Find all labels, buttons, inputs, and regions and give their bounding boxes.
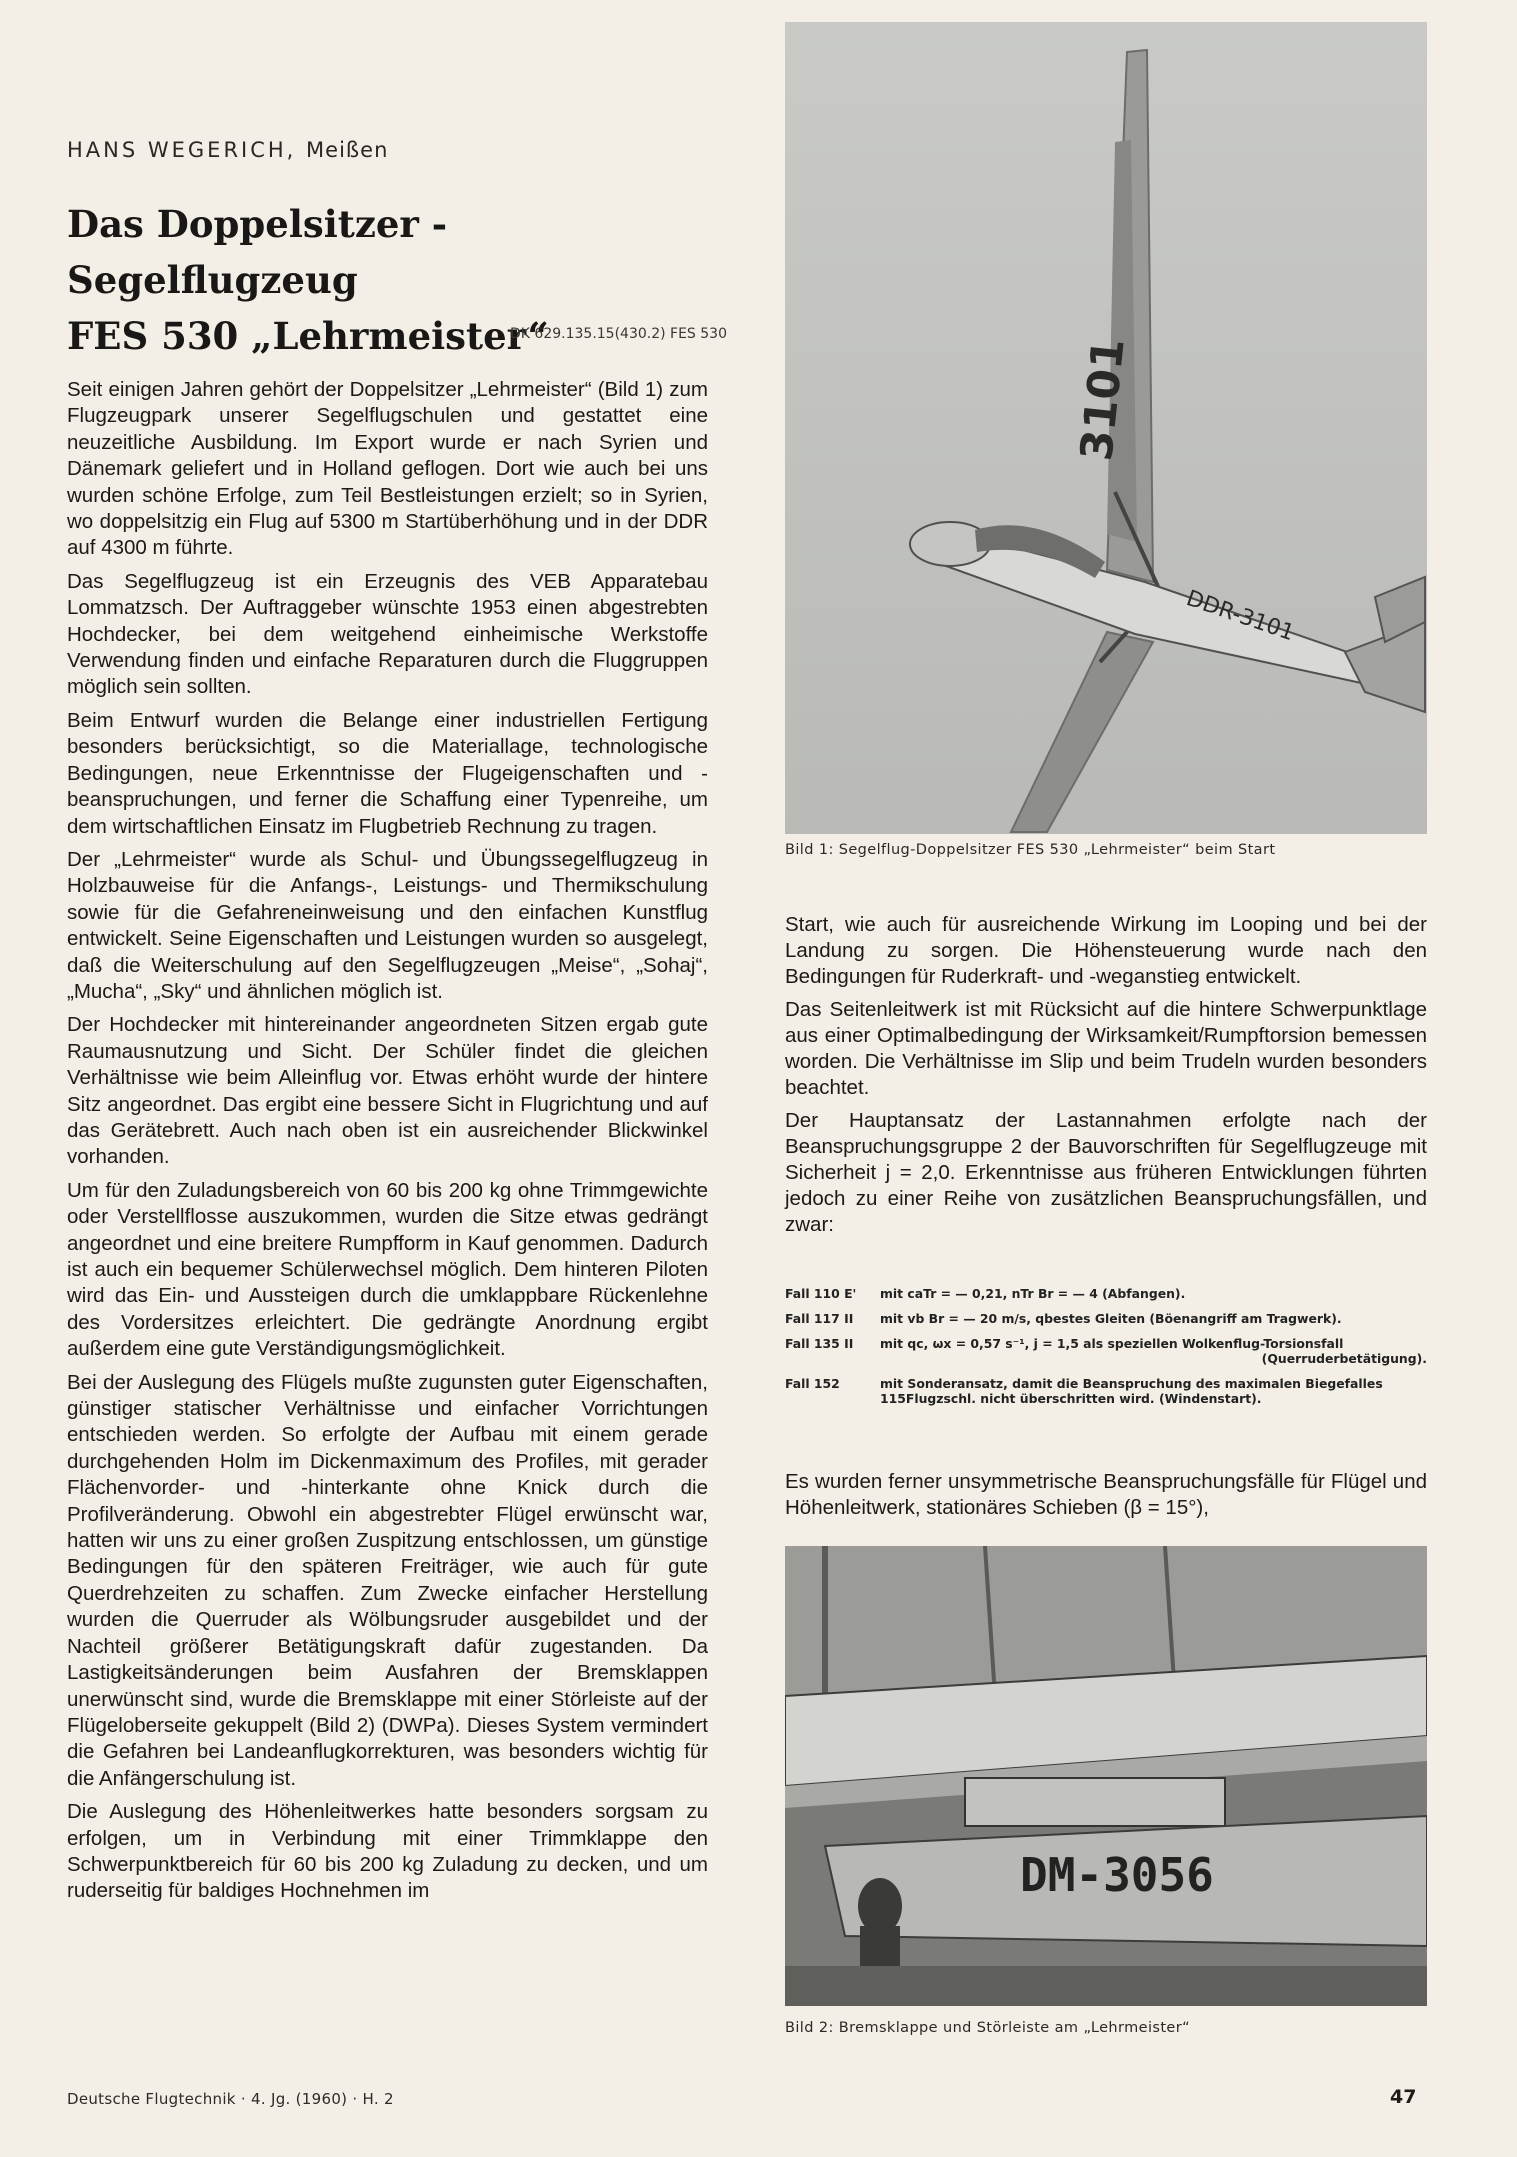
load-case-text: mit caTr = — 0,21, nTr Br = — 4 (Abfangen). (880, 1286, 1186, 1301)
page-number: 47 (1390, 2086, 1417, 2108)
load-case (785, 1286, 1427, 1301)
load-case-text: mit Sonderansatz, damit die Beanspruchung des maximalen Biegefalles 115Flugzschl. nicht überschritten wird. (Windenstart). (880, 1376, 1383, 1406)
title-line-2: FES 530 „Lehrmeister“ (67, 314, 549, 358)
load-case-list (785, 1286, 1427, 1416)
load-case (785, 1336, 1427, 1366)
author-city: Meißen (306, 138, 389, 162)
right-column-continuation (785, 1448, 1427, 1541)
figure-1-glider-photo (785, 22, 1427, 834)
paragraph: Start, wie auch für ausreichende Wirkung im Looping und bei der Landung zu sorgen. Die Höhensteuerung wurde nach den Bedingungen für Ruderkraft- und -weganstieg entwickelt. (785, 913, 1427, 988)
load-case-text: mit vb Br = — 20 m/s, qbestes Gleiten (Böenangriff am Tragwerk). (880, 1311, 1342, 1326)
paragraph: Bei der Auslegung des Flügels mußte zugunsten guter Eigenschaften, günstiger statischer Verhältnisse und einfacher Vorrichtungen entschieden werden. So erfolgte der Aufbau mit einem gerade durchgehenden Holm im Dickenmaximum des Profiles, mit gerader Flächenvorder- und -hinterkante ohne Knick durch die Profilveränderung. Obwohl ein abgestrebter Flügel erwünscht war, hatten wir uns zu einer großen Zuspitzung entschlossen, um günstige Bedingungen für den späteren Freiträger, wie auch für gute Querdrehzeiten zu schaffen. Zum Zwecke einfacher Herstellung wurden die Querruder als Wölbungsruder ausgebildet und der Nachteil größerer Betätigungskraft dafür zugestanden. Da Lastigkeitsänderungen beim Ausfahren der Bremsklappen unerwünscht sind, wurde die Bremsklappe mit einer Störleiste auf der Flügeloberseite gekuppelt (Bild 2) (DWPa). Dieses System vermindert die Gefahren bei Landeanflugkorrekturen, was besonders wichtig für die Anfängerschulung ist. (67, 1370, 708, 1790)
author-name: HANS WEGERICH, (67, 138, 297, 162)
hangar-illustration (785, 1546, 1427, 2006)
load-case-label: Fall 117 II (785, 1311, 854, 1326)
author-line (67, 138, 388, 162)
fuselage-registration: DDR-3101 (1183, 586, 1298, 647)
paragraph: Um für den Zuladungsbereich von 60 bis 200 kg ohne Trimmgewichte oder Verstellflosse auszukommen, wurden die Sitze etwas gedrängt angeordnet und eine breitere Rumpfform in Kauf genommen. Dadurch ist auch ein bequemer Schülerwechsel möglich. Dem hinteren Piloten wird das Ein- und Aussteigen durch die umklappbare Rückenlehne des Vordersitzes erleichtert. Die gedrängte Anordnung ergibt außerdem eine gute Verständigungsmöglichkeit. (67, 1178, 708, 1361)
load-case-text-wrap (880, 1336, 1427, 1366)
load-case-label: Fall 135 II (785, 1336, 854, 1351)
left-column (67, 377, 708, 1912)
fuselage-registration: DM-3056 (1020, 1848, 1214, 1902)
figure-2-brake-flap-photo (785, 1546, 1427, 2006)
paragraph: Seit einigen Jahren gehört der Doppelsitzer „Lehrmeister“ (Bild 1) zum Flugzeugpark unserer Segelflugschulen und gestattet eine neuzeitliche Ausbildung. Im Export wurde er nach Syrien und Dänemark geliefert und in Holland geflogen. Dort wie auch bei uns wurden schöne Erfolge, zum Teil Bestleistungen erzielt; so in Syrien, wo doppelsitzig ein Flug auf 5300 m Startüberhöhung und in der DDR auf 4300 m führte. (67, 378, 708, 560)
dk-classification: DK 629.135.15(430.2) FES 530 (510, 326, 727, 342)
glider-illustration (785, 22, 1427, 834)
load-case (785, 1311, 1427, 1326)
load-case (785, 1376, 1427, 1406)
paragraph: Das Seitenleitwerk ist mit Rücksicht auf die hintere Schwerpunktlage aus einer Optimalbedingung der Wirksamkeit/Rumpftorsion bemessen worden. Die Verhältnisse im Slip und beim Trudeln wurden besonders beachtet. (785, 998, 1427, 1099)
figure-1-caption: Bild 1: Segelflug-Doppelsitzer FES 530 „Lehrmeister“ beim Start (785, 842, 1276, 858)
figure-2-caption: Bild 2: Bremsklappe und Störleiste am „Lehrmeister“ (785, 2020, 1191, 2036)
paragraph: Der Hauptansatz der Lastannahmen erfolgte nach der Beanspruchungsgruppe 2 der Bauvorschriften für Segelflugzeuge mit Sicherheit j = 2,0. Erkenntnisse aus früheren Entwicklungen führten jedoch zu einer Reihe von zusätzlichen Beanspruchungsfällen, und zwar: (785, 1109, 1427, 1236)
load-case-text-continued: (Querruderbetätigung). (1261, 1351, 1427, 1366)
wing-registration: 3101 (1071, 336, 1135, 464)
paragraph: Das Segelflugzeug ist ein Erzeugnis des VEB Apparatebau Lommatzsch. Der Auftraggeber wünschte 1953 einen abgestrebten Hochdecker, bei dem weitgehend einheimische Werkstoffe Verwendung finden und einfache Reparaturen durch die Fluggruppen möglich sein sollten. (67, 569, 708, 699)
paragraph: Es wurden ferner unsymmetrische Beanspruchungsfälle für Flügel und Höhenleitwerk, stationäres Schieben (β = 15°), (785, 1469, 1427, 1519)
load-case-label: Fall 110 E' (785, 1286, 857, 1301)
right-column (785, 912, 1427, 1245)
load-case-label: Fall 152 (785, 1376, 840, 1391)
paragraph: Der „Lehrmeister“ wurde als Schul- und Übungssegelflugzeug in Holzbauweise für die Anfangs-, Leistungs- und Thermikschulung sowie für die Gefahreneinweisung und den einfachen Kunstflug entwickelt. Seine Eigenschaften und Leistungen wurden so ausgelegt, daß die Weiterschulung auf den Segelflugzeugen „Meise“, „Sohaj“, „Mucha“, „Sky“ und ähnlichen möglich ist. (67, 847, 708, 1003)
paragraph: Der Hochdecker mit hintereinander angeordneten Sitzen ergab gute Raumausnutzung und Sicht. Der Schüler findet die gleichen Verhältnisse wie beim Alleinflug vor. Etwas erhöht wurde der hintere Sitz angeordnet. Das ergibt eine bessere Sicht in Flugrichtung und auf das Gerätebrett. Auch nach oben ist ein ausreichender Blickwinkel vorhanden. (67, 1013, 708, 1169)
paragraph: Beim Entwurf wurden die Belange einer industriellen Fertigung besonders berücksichtigt, so die Materiallage, technologische Bedingungen, neue Erkenntnisse der Flugeigenschaften und -beanspruchungen, und ferner die Schaffung einer Typenreihe, um dem wirtschaftlichen Einsatz im Flugbetrieb Rechnung zu tragen. (67, 708, 708, 838)
paragraph: Die Auslegung des Höhenleitwerkes hatte besonders sorgsam zu erfolgen, um in Verbindung mit einer Trimmklappe den Schwerpunktbereich für 60 bis 200 kg Zuladung zu decken, und um ruderseitig für baldiges Hochnehmen im (67, 1800, 708, 1903)
journal-footer: Deutsche Flugtechnik · 4. Jg. (1960) · H. 2 (67, 2090, 394, 2108)
title-line-1: Das Doppelsitzer - Segelflugzeug (67, 202, 448, 302)
load-case-text: mit qc, ωx = 0,57 s⁻¹, j = 1,5 als speziellen Wolkenflug-Torsionsfall (880, 1336, 1344, 1351)
